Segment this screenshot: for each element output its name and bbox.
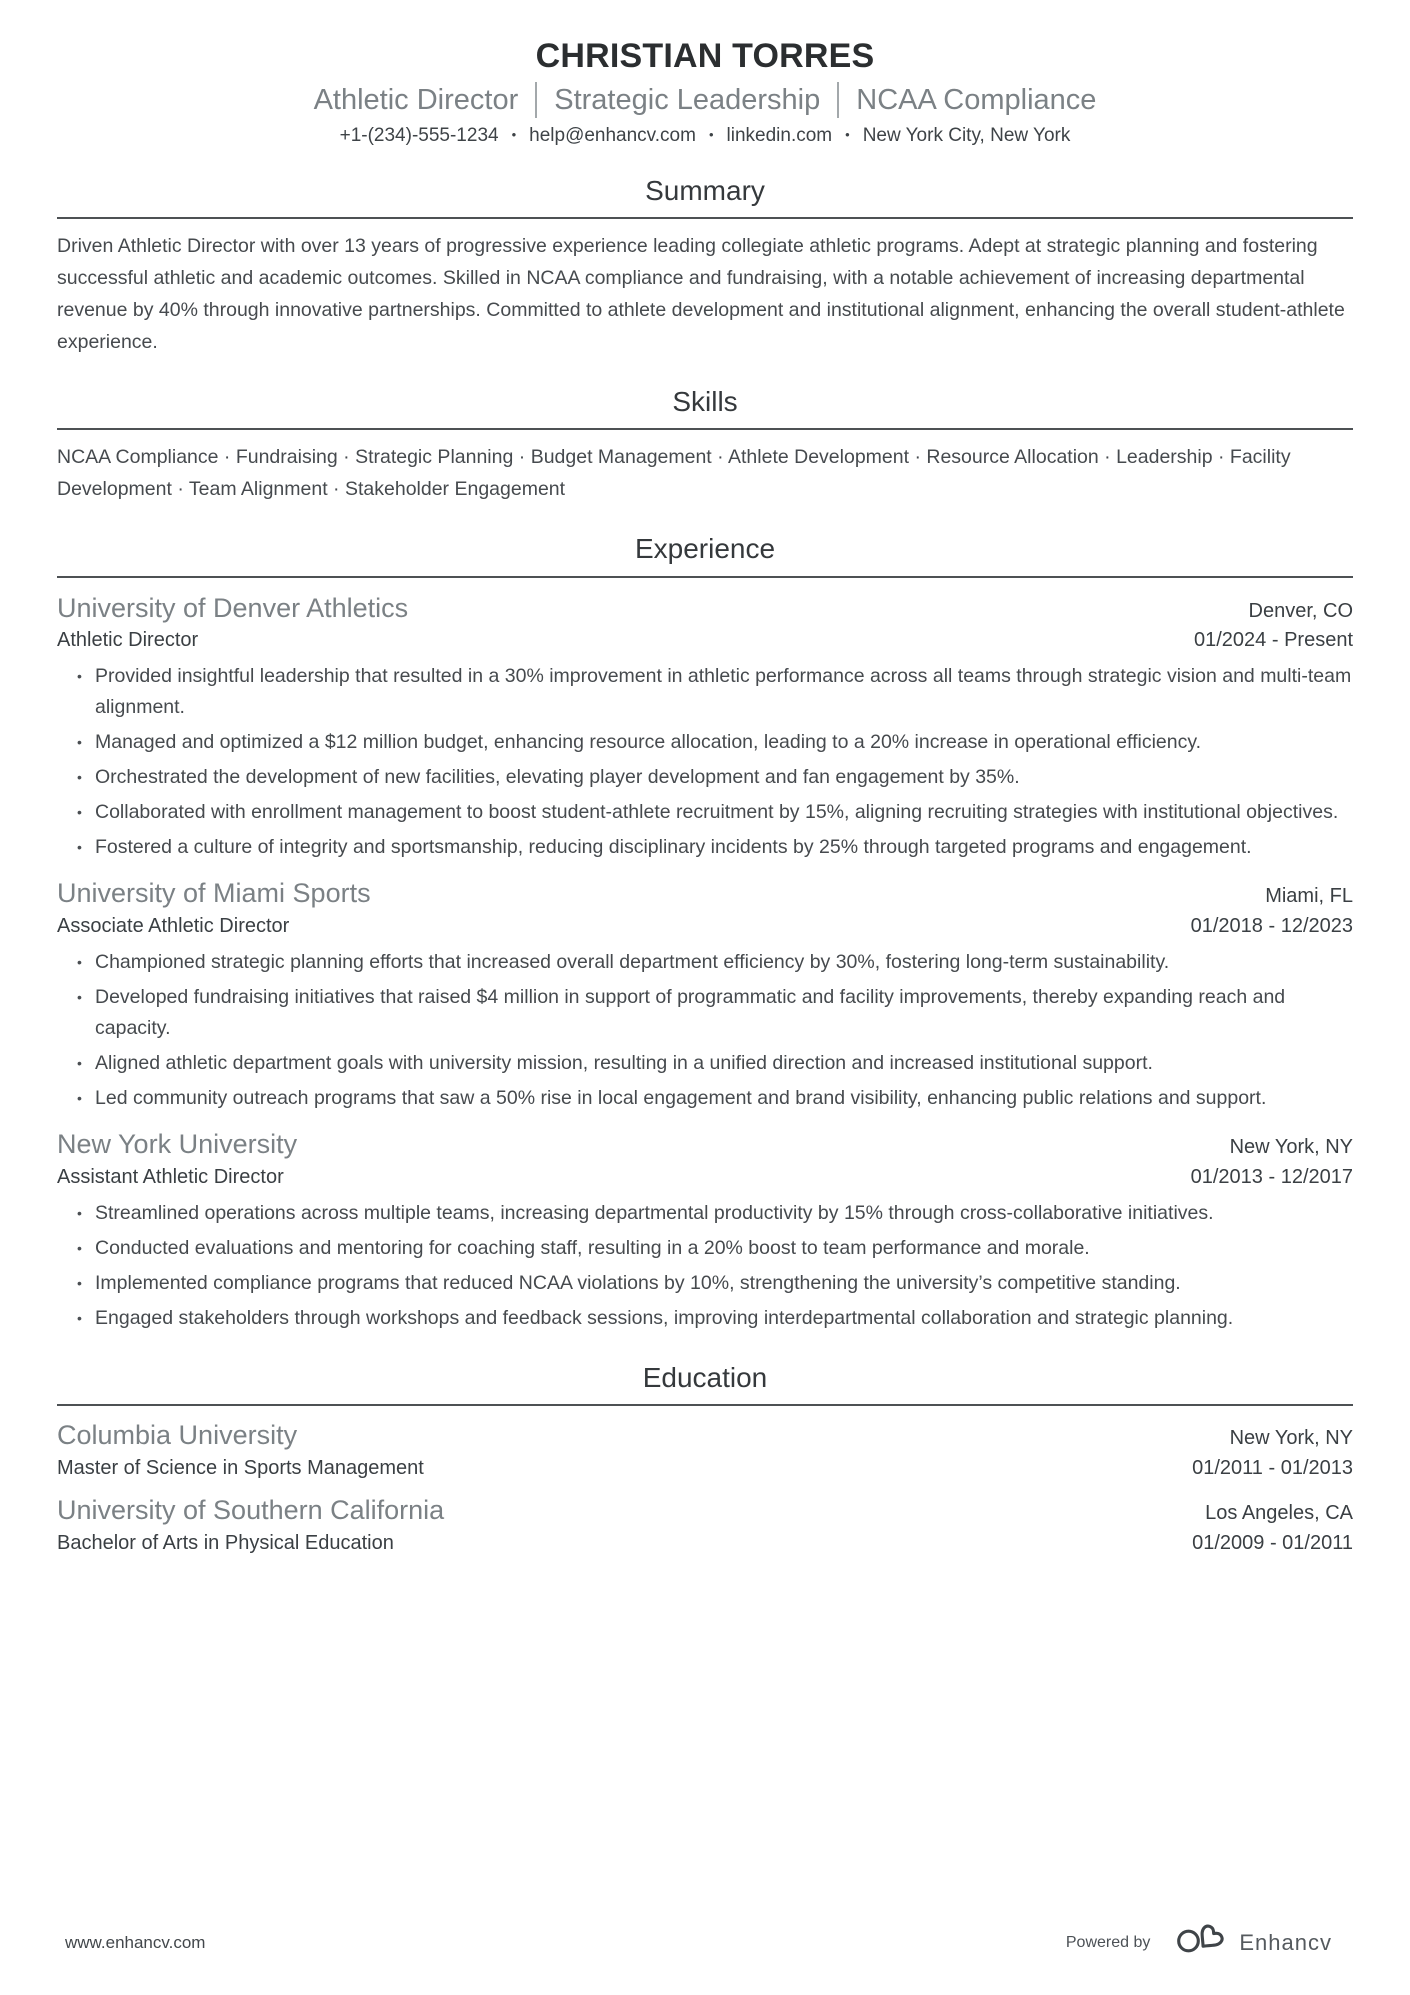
job-dates: 01/2018 - 12/2023 — [1190, 915, 1353, 938]
school-name: Columbia University — [57, 1420, 298, 1451]
bullet-list — [57, 1198, 1353, 1334]
contact-row — [57, 125, 1353, 147]
skill-item: Team Alignment · — [189, 478, 345, 500]
section-divider — [57, 428, 1353, 430]
school-name: University of Southern California — [57, 1494, 445, 1525]
section-experience — [57, 533, 1353, 1333]
enhancv-brand-label[interactable]: Enhancv — [1239, 1929, 1332, 1955]
job-dates: 01/2013 - 12/2017 — [1190, 1165, 1353, 1188]
school-location: Los Angeles, CA — [1205, 1501, 1353, 1524]
bullet-item: • Aligned athletic department goals with university mission, resulting in a unified direction and increased institutional support. — [57, 1048, 1353, 1079]
education-heading: Education — [642, 1361, 768, 1393]
job-dates: 01/2024 - Present — [1194, 629, 1353, 652]
contact-linkedin[interactable]: • linkedin.com — [696, 125, 832, 146]
footer — [65, 1924, 1332, 1961]
bullet-item: • Streamlined operations across multiple teams, increasing departmental productivity by 15% through cross-collaborative initiatives. — [57, 1198, 1353, 1229]
job-title: Associate Athletic Director — [57, 915, 290, 938]
bullet-item: • Managed and optimized a $12 million budget, enhancing resource allocation, leading to a 20% increase in operational efficiency. — [57, 727, 1353, 758]
skill-item: Facility Development · — [57, 446, 1291, 500]
section-divider — [57, 217, 1353, 219]
contact-phone[interactable]: +1-(234)-555-1234 — [339, 125, 499, 147]
skill-item: Athlete Development · — [728, 446, 926, 468]
bullet-item: • Led community outreach programs that saw a 50% rise in local engagement and brand visibility, enhancing public relations and support. — [57, 1083, 1353, 1114]
skill-item: Fundraising · — [236, 446, 355, 468]
bullet-item: • Developed fundraising initiatives that raised $4 million in support of programmatic and facility improvements, thereby expanding reach and capacity. — [57, 982, 1353, 1044]
company-name: University of Miami Sports — [57, 878, 371, 909]
footer-website-link[interactable]: www.enhancv.com — [65, 1932, 206, 1952]
experience-entry — [57, 592, 1353, 864]
candidate-name: CHRISTIAN TORRES — [535, 37, 875, 75]
skill-item: Strategic Planning · — [355, 446, 531, 468]
degree-dates: 01/2009 - 01/2011 — [1192, 1531, 1353, 1554]
bullet-item: • Orchestrated the development of new facilities, elevating player development and fan engagement by 35%. — [57, 762, 1353, 793]
skill-item: Leadership · — [1116, 446, 1230, 468]
company-name: University of Denver Athletics — [57, 592, 409, 623]
experience-heading: Experience — [634, 533, 776, 565]
header — [57, 36, 1353, 147]
headline — [57, 82, 1353, 118]
skills-heading: Skills — [672, 386, 738, 418]
section-divider — [57, 576, 1353, 578]
skills-list — [57, 441, 1353, 505]
education-entry — [57, 1419, 1353, 1481]
company-name: New York University — [57, 1129, 298, 1160]
company-location: New York, NY — [1229, 1136, 1353, 1159]
company-location: Miami, FL — [1265, 885, 1353, 908]
job-title: Athletic Director — [57, 629, 199, 652]
school-location: New York, NY — [1229, 1427, 1353, 1450]
degree-name: Bachelor of Arts in Physical Education — [57, 1531, 394, 1554]
experience-entry — [57, 1128, 1353, 1334]
section-skills — [57, 386, 1353, 505]
section-summary — [57, 175, 1353, 358]
bullet-item: • Championed strategic planning efforts that increased overall department efficiency by 30%, fostering long-term sustainability. — [57, 947, 1353, 978]
bullet-item: • Engaged stakeholders through workshops and feedback sessions, improving interdepartmental collaboration and strategic planning. — [57, 1303, 1353, 1334]
summary-heading: Summary — [645, 175, 765, 207]
degree-name: Master of Science in Sports Management — [57, 1456, 424, 1479]
experience-entry — [57, 877, 1353, 1114]
skill-item: Stakeholder Engagement — [344, 478, 566, 501]
bullet-item: • Collaborated with enrollment management to boost student-athlete recruitment by 15%, aligning recruiting strategies with institutional objectives. — [57, 797, 1353, 828]
headline-part-2: Strategic Leadership — [535, 82, 820, 118]
headline-part-1: Athletic Director — [313, 83, 519, 116]
bullet-list — [57, 947, 1353, 1114]
bullet-item: • Implemented compliance programs that reduced NCAA violations by 10%, strengthening the university’s competitive standing. — [57, 1268, 1353, 1299]
contact-location: • New York City, New York — [832, 125, 1070, 146]
section-education — [57, 1362, 1353, 1556]
footer-branding — [1066, 1924, 1332, 1961]
bullet-list — [57, 661, 1353, 863]
skill-item: Budget Management · — [531, 446, 728, 468]
summary-text: Driven Athletic Director with over 13 years of progressive experience leading collegiate athletic programs. Adept at strategic planning and fostering successful athletic and academic outcomes. Skilled in NCAA compliance and fundraising, with a notable achievement of increasing departmental revenue by 40% through innovative partnerships. Committed to athlete development and institutional alignment, enhancing the overall student-athlete experience. — [57, 235, 1345, 354]
job-title: Assistant Athletic Director — [57, 1165, 284, 1188]
degree-dates: 01/2011 - 01/2013 — [1192, 1456, 1353, 1479]
powered-by-label: Powered by — [1065, 1933, 1151, 1951]
bullet-item: • Conducted evaluations and mentoring for coaching staff, resulting in a 20% boost to team performance and morale. — [57, 1233, 1353, 1264]
company-location: Denver, CO — [1248, 599, 1353, 622]
contact-email[interactable]: • help@enhancv.com — [499, 125, 696, 146]
education-entry — [57, 1494, 1353, 1556]
headline-part-3: NCAA Compliance — [837, 82, 1096, 118]
bullet-item: • Provided insightful leadership that resulted in a 30% improvement in athletic performance across all teams through strategic vision and multi-team alignment. — [57, 661, 1353, 723]
skill-item: NCAA Compliance · — [57, 446, 236, 468]
skill-item: Resource Allocation · — [926, 446, 1116, 468]
section-divider — [57, 1404, 1353, 1406]
enhancv-logo-icon[interactable] — [1176, 1924, 1228, 1961]
bullet-item: • Fostered a culture of integrity and sportsmanship, reducing disciplinary incidents by 25% through targeted programs and engagement. — [57, 832, 1353, 863]
